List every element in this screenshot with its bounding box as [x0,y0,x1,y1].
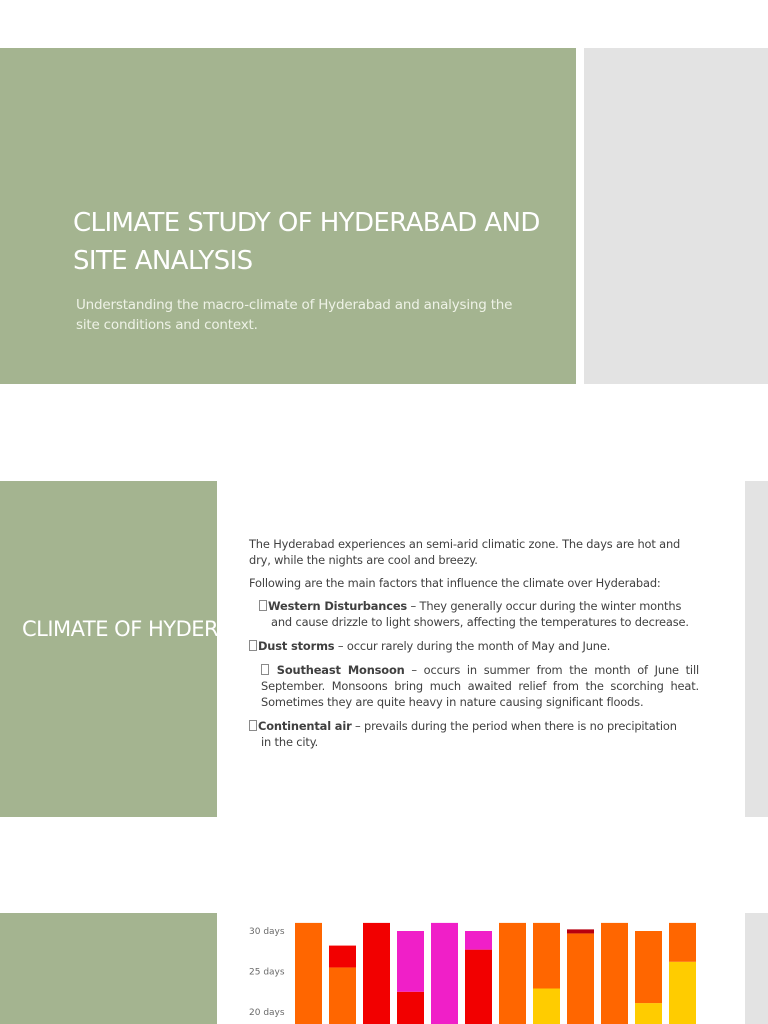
bar-segment-orange [669,923,696,962]
bar-segment-orange [499,923,526,1024]
bar-segment-magenta [465,931,492,950]
bar-segment-red [363,923,390,1024]
bar-segment-orange [329,967,356,1024]
climate-slide-heading-panel [0,481,217,817]
presentation-subtitle: Understanding the macro-climate of Hyderabad and analysing the site conditions and context. [76,297,513,333]
bar-segment-red [465,950,492,1024]
presentation-title: CLIMATE STUDY OF HYDERABAD AND SITE ANALYSIS [73,208,540,276]
bullet-box-icon [249,720,257,731]
chart-slide-heading-panel [0,913,217,1024]
factor-text-continued: and cause drizzle to light showers, affecting the temperatures to decrease. [271,615,689,629]
climate-slide-body [249,536,699,758]
bullet-box-icon [261,664,269,675]
bar-segment-orange [567,933,594,1024]
factor-continental-air [249,718,699,750]
climate-slide-heading: CLIMATE OF HYDERABAD [22,617,275,641]
climate-slide-side-panel [745,481,768,817]
climate-factors-list [249,598,699,750]
bar-segment-orange [635,931,662,1003]
bar-segment-red [329,946,356,968]
y-tick-label: 20 days [249,1008,285,1018]
bar-segment-red [397,992,424,1024]
bar-segment-yellow [635,1003,662,1024]
factor-term: Western Disturbances [268,599,408,613]
bullet-box-icon [249,640,257,651]
y-tick-label: 25 days [249,967,285,978]
factor-text: – occur rarely during the month of May and June. [334,639,611,653]
factor-text: – prevails during the period when there is no precipitation [351,719,677,733]
factor-southeast-monsoon [249,662,699,710]
factor-text: – They generally occur during the winter months [407,599,682,613]
bar-segment-orange [601,923,628,1024]
title-slide-side-panel [584,48,768,384]
chart-slide-side-panel [745,913,768,1024]
factor-text: – occurs in summer from the month of June till September. Monsoons bring much awaited relief from the scorching heat. Sometimes they are quite heavy in nature causing significant floods. [261,663,699,709]
bar-segment-magenta [397,931,424,992]
weather-days-bar-chart [225,913,745,1024]
factor-term: Southeast Monsoon [276,663,405,677]
factor-term: Continental air [258,719,352,733]
climate-intro-paragraph: The Hyderabad experiences an semi-arid climatic zone. The days are hot and dry, while the nights are cool and breezy. [249,537,681,567]
bar-segment-dark_red [567,929,594,933]
factor-western-disturbances [249,598,699,630]
bar-segment-magenta [431,923,458,1024]
y-tick-label: 30 days [249,927,285,937]
bar-segment-yellow [669,962,696,1024]
bar-segment-yellow [533,989,560,1024]
bar-segment-orange [295,923,322,1024]
bullet-box-icon [259,600,267,611]
factor-dust-storms [249,638,699,654]
bar-segment-orange [533,923,560,989]
factor-term: Dust storms [258,639,335,653]
factor-text-continued: in the city. [261,735,319,749]
factors-intro-paragraph: Following are the main factors that influence the climate over Hyderabad: [249,576,661,590]
